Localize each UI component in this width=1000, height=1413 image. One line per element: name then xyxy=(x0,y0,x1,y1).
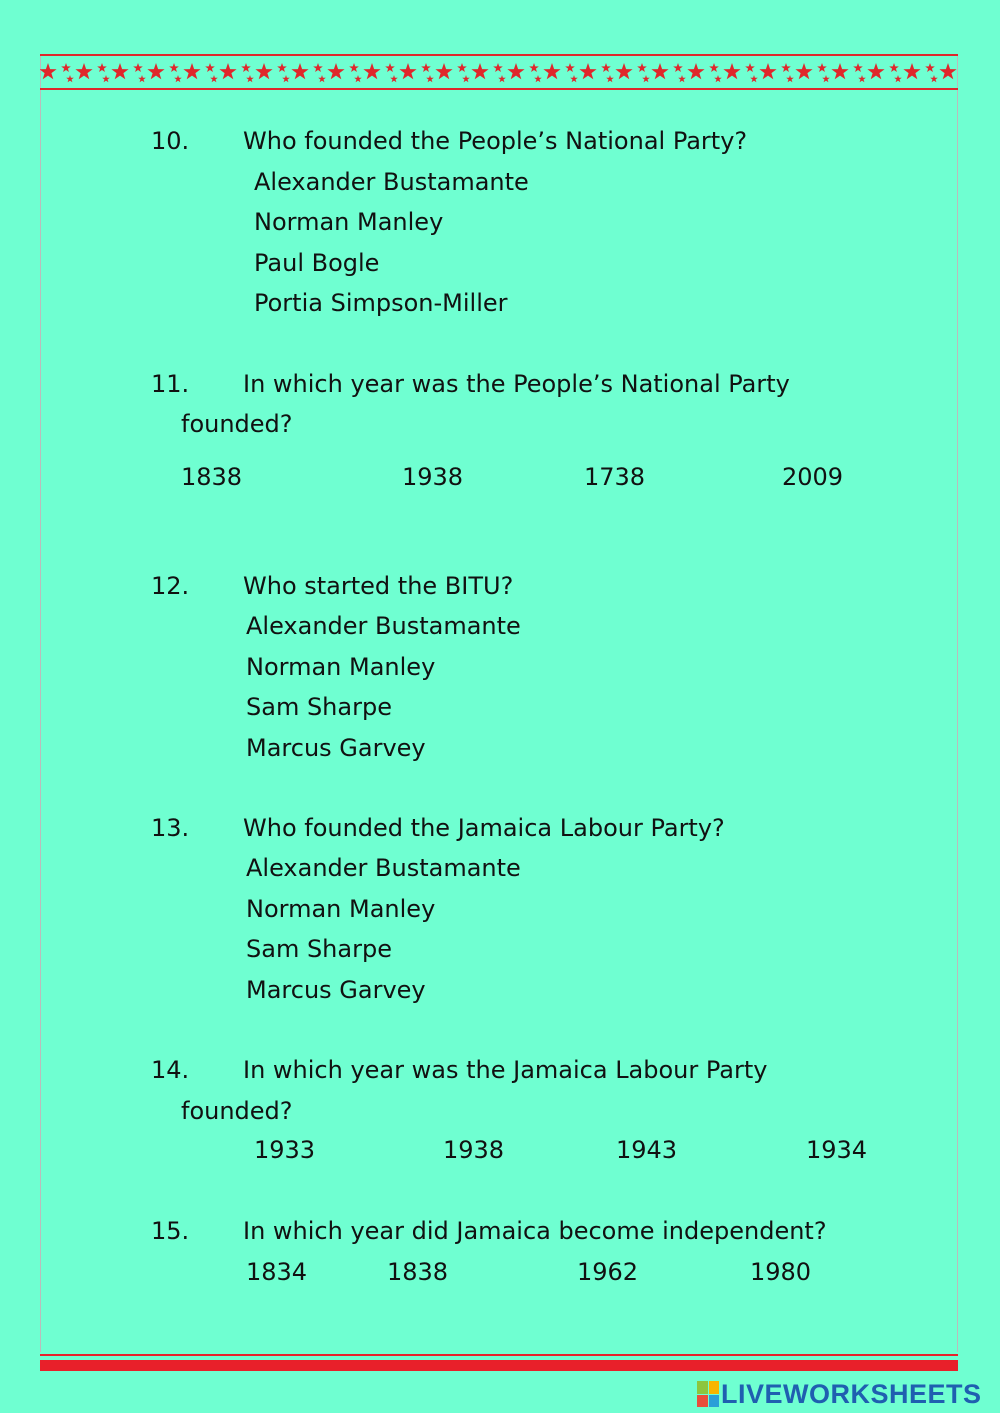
star-shape xyxy=(534,75,542,82)
question-12-option-3[interactable]: Sam Sharpe xyxy=(246,693,392,721)
star-shape xyxy=(291,63,308,79)
question-12-text: Who started the BITU? xyxy=(243,572,514,600)
star-shape xyxy=(210,75,218,82)
question-14-option-2[interactable]: 1938 xyxy=(443,1136,505,1164)
star-shape xyxy=(786,75,794,82)
star-shape xyxy=(606,75,614,82)
star-shape xyxy=(822,75,830,82)
star-shape xyxy=(385,63,395,72)
question-11-number: 11. xyxy=(151,370,190,398)
star-shape xyxy=(925,63,935,72)
star-shape xyxy=(471,63,488,79)
star-shape xyxy=(205,63,215,72)
star-shape xyxy=(817,63,827,72)
question-11-option-2[interactable]: 1938 xyxy=(402,463,464,491)
star-shape xyxy=(399,63,416,79)
question-14-text-cont: founded? xyxy=(181,1097,293,1125)
star-border-decoration xyxy=(40,54,958,90)
question-15-number: 15. xyxy=(151,1217,190,1245)
star-shape xyxy=(313,63,323,72)
star-shape xyxy=(426,75,434,82)
question-13-text: Who founded the Jamaica Labour Party? xyxy=(243,814,725,842)
star-shape xyxy=(97,63,107,72)
star-shape xyxy=(687,63,704,79)
question-10-text: Who founded the People’s National Party? xyxy=(243,127,748,155)
star-shape xyxy=(421,63,431,72)
star-shape xyxy=(282,75,290,82)
question-14-number: 14. xyxy=(151,1056,190,1084)
logo-tile-e xyxy=(709,1395,720,1408)
question-15-text: In which year did Jamaica become independent? xyxy=(243,1217,827,1245)
star-shape xyxy=(615,63,632,79)
star-shape xyxy=(565,63,575,72)
star-shape xyxy=(853,63,863,72)
question-15-option-1[interactable]: 1834 xyxy=(246,1258,308,1286)
star-shape xyxy=(759,63,776,79)
star-shape xyxy=(40,63,57,79)
star-shape xyxy=(642,75,650,82)
star-shape xyxy=(66,75,74,82)
question-13-number: 13. xyxy=(151,814,190,842)
question-12-option-1[interactable]: Alexander Bustamante xyxy=(246,612,521,640)
star-shape xyxy=(102,75,110,82)
question-13-option-3[interactable]: Sam Sharpe xyxy=(246,935,392,963)
star-shape xyxy=(111,63,128,79)
question-14-text: In which year was the Jamaica Labour Party xyxy=(243,1056,768,1084)
star-shape xyxy=(678,75,686,82)
question-14-option-1[interactable]: 1933 xyxy=(254,1136,316,1164)
star-shape xyxy=(462,75,470,82)
star-shape xyxy=(930,75,938,82)
star-shape xyxy=(651,63,668,79)
star-shape xyxy=(75,63,92,79)
bottom-divider-line xyxy=(40,1354,958,1356)
star-shape xyxy=(750,75,758,82)
star-shape xyxy=(498,75,506,82)
star-shape xyxy=(493,63,503,72)
question-10-option-1[interactable]: Alexander Bustamante xyxy=(254,168,529,196)
star-shape xyxy=(529,63,539,72)
star-shape xyxy=(867,63,884,79)
question-10-option-4[interactable]: Portia Simpson-Miller xyxy=(254,289,508,317)
question-13-option-4[interactable]: Marcus Garvey xyxy=(246,976,426,1004)
liveworksheets-logo-text: LIVEWORKSHEETS xyxy=(721,1378,982,1409)
star-shape xyxy=(255,63,272,79)
star-shape xyxy=(507,63,524,79)
star-shape xyxy=(241,63,251,72)
question-14-option-4[interactable]: 1934 xyxy=(806,1136,868,1164)
star-shape xyxy=(277,63,287,72)
star-shape xyxy=(138,75,146,82)
logo-tile-l xyxy=(697,1381,708,1394)
logo-tile-i xyxy=(709,1381,720,1394)
star-shape xyxy=(745,63,755,72)
star-shape xyxy=(183,63,200,79)
star-shape xyxy=(147,63,164,79)
star-shape xyxy=(939,63,956,79)
star-shape xyxy=(327,63,344,79)
star-shape xyxy=(570,75,578,82)
star-shape xyxy=(579,63,596,79)
star-shape xyxy=(889,63,899,72)
star-shape xyxy=(637,63,647,72)
star-shape xyxy=(709,63,719,72)
logo-tile-v xyxy=(697,1395,708,1408)
star-shape xyxy=(723,63,740,79)
star-shape xyxy=(318,75,326,82)
question-15-option-3[interactable]: 1962 xyxy=(577,1258,639,1286)
star-shape xyxy=(781,63,791,72)
star-shape xyxy=(435,63,452,79)
star-shape xyxy=(219,63,236,79)
star-shape xyxy=(246,75,254,82)
question-12-option-4[interactable]: Marcus Garvey xyxy=(246,734,426,762)
question-11-text: In which year was the People’s National Party xyxy=(243,370,790,398)
question-14-option-3[interactable]: 1943 xyxy=(616,1136,678,1164)
star-shape xyxy=(457,63,467,72)
star-shape xyxy=(714,75,722,82)
star-shape xyxy=(61,63,71,72)
question-15-option-2[interactable]: 1838 xyxy=(387,1258,449,1286)
question-10-number: 10. xyxy=(151,127,190,155)
question-11-option-1[interactable]: 1838 xyxy=(181,463,243,491)
question-10-option-3[interactable]: Paul Bogle xyxy=(254,249,380,277)
question-10-option-2[interactable]: Norman Manley xyxy=(254,208,444,236)
star-shape xyxy=(363,63,380,79)
question-11-option-3[interactable]: 1738 xyxy=(584,463,646,491)
star-shape xyxy=(894,75,902,82)
liveworksheets-logo[interactable] xyxy=(697,1378,982,1410)
star-shape xyxy=(169,63,179,72)
star-shape xyxy=(858,75,866,82)
star-shape xyxy=(349,63,359,72)
star-shape xyxy=(673,63,683,72)
star-shape xyxy=(903,63,920,79)
star-shape xyxy=(543,63,560,79)
question-13-option-2[interactable]: Norman Manley xyxy=(246,895,436,923)
star-shape xyxy=(174,75,182,82)
question-15-option-4[interactable]: 1980 xyxy=(750,1258,812,1286)
star-shape xyxy=(831,63,848,79)
star-shape xyxy=(133,63,143,72)
star-shape xyxy=(601,63,611,72)
star-shape xyxy=(354,75,362,82)
star-shape xyxy=(390,75,398,82)
question-11-option-4[interactable]: 2009 xyxy=(782,463,844,491)
question-12-number: 12. xyxy=(151,572,190,600)
question-11-text-cont: founded? xyxy=(181,410,293,438)
question-12-option-2[interactable]: Norman Manley xyxy=(246,653,436,681)
liveworksheets-logo-icon xyxy=(697,1381,719,1407)
stars-pattern xyxy=(40,56,958,88)
question-13-option-1[interactable]: Alexander Bustamante xyxy=(246,854,521,882)
star-shape xyxy=(795,63,812,79)
bottom-red-bar xyxy=(40,1360,958,1371)
